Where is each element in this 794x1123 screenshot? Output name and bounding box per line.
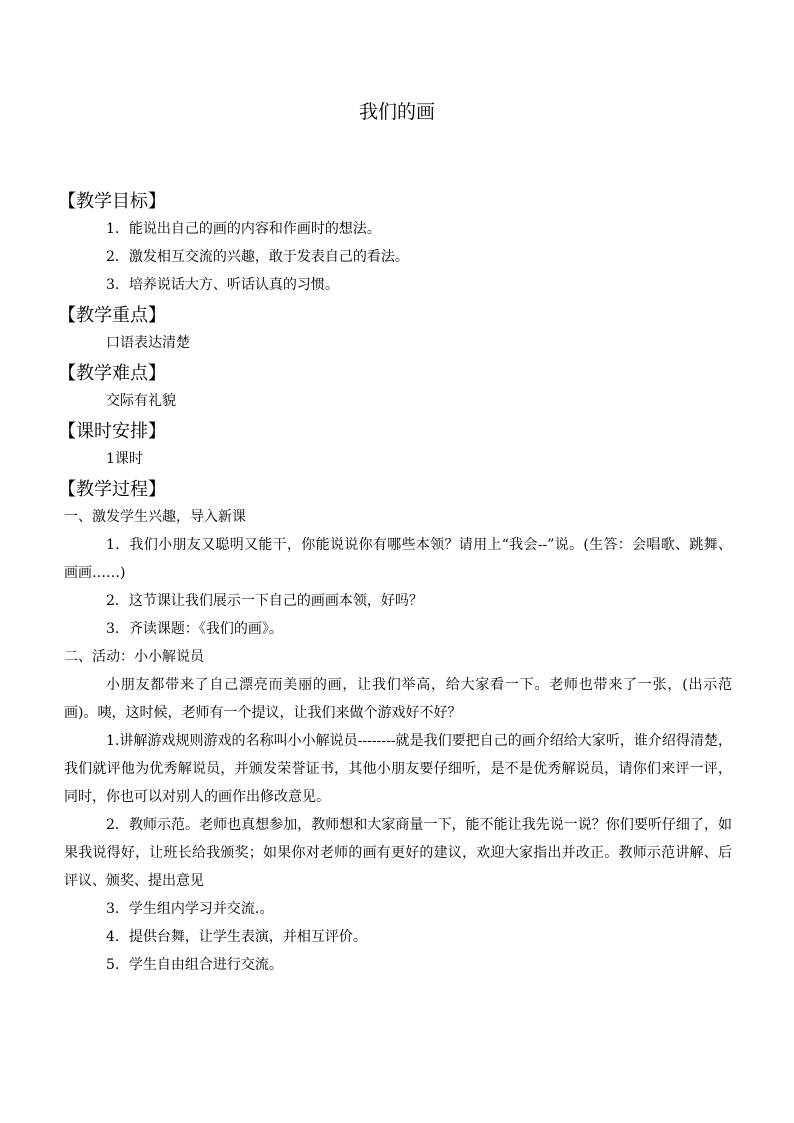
- goal-item: 3．培养说话大方、听话认真的习惯。: [106, 277, 339, 293]
- part2-item: 4．提供台舞，让学生表演，并相互评价。: [106, 929, 367, 945]
- part2-item: 3．学生组内学习并交流.。: [106, 901, 274, 917]
- goal-item: 1．能说出自己的画的内容和作画时的想法。: [106, 221, 381, 237]
- part2-item: 1.讲解游戏规则游戏的名称叫小小解说员--------就是我们要把自己的画介绍给大家听，谁介绍得清楚，我们就评他为优秀解说员，并颁发荣誉证书，其他小朋友要仔细听，是不是优秀解说员，请你们来评一评，同时，你也可以对别人的画作出修改意见。: [64, 733, 732, 805]
- difficulty-heading: 【教学难点】: [58, 363, 166, 384]
- document-body: [58, 190, 732, 984]
- schedule-text: 1课时: [106, 451, 143, 467]
- part1-item: 3．齐读课题：《我们的画》。: [106, 621, 283, 637]
- part1-item: 1．我们小朋友又聪明又能干，你能说说你有哪些本领？请用上“我会--”说。(生答：会唱歌、跳舞、画画……): [64, 537, 732, 581]
- part1-title: 一、激发学生兴趣，导入新课: [64, 509, 246, 525]
- process-heading: 【教学过程】: [58, 479, 166, 500]
- focus-heading: 【教学重点】: [58, 305, 166, 326]
- focus-text: 口语表达清楚: [106, 335, 190, 351]
- document-title: 我们的画: [358, 101, 435, 123]
- schedule-heading: 【课时安排】: [58, 421, 166, 442]
- part2-item: 2．教师示范。老师也真想参加，教师想和大家商量一下，能不能让我先说一说？你们要听仔细了，如果我说得好，让班长给我颁奖；如果你对老师的画有更好的建议，欢迎大家指出并改正。教师示范讲解、后评议、颁奖、提出意见: [64, 817, 732, 889]
- part2-item: 5．学生自由组合进行交流。: [106, 957, 283, 973]
- part2-title: 二、活动：小小解说员: [64, 649, 204, 665]
- part2-intro: 小朋友都带来了自己漂亮而美丽的画，让我们举高，给大家看一下。老师也带来了一张，(出示范画)。咦，这时候，老师有一个提议，让我们来做个游戏好不好？: [64, 677, 732, 721]
- difficulty-text: 交际有礼貌: [106, 393, 176, 409]
- goals-heading: 【教学目标】: [58, 191, 166, 212]
- part1-item: 2．这节课让我们展示一下自己的画画本领，好吗？: [106, 593, 423, 609]
- goal-item: 2．激发相互交流的兴趣，敢于发表自己的看法。: [106, 249, 409, 265]
